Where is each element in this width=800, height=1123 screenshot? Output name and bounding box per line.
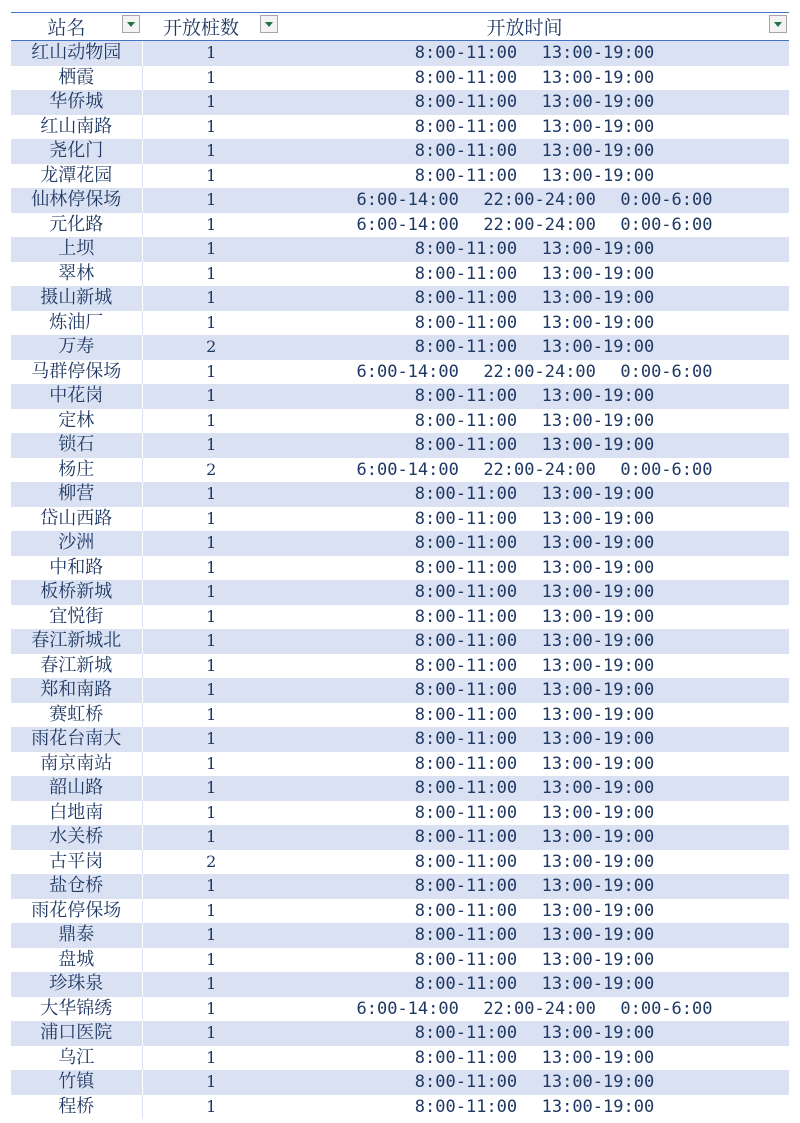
open-hours-text: 8:00-11:00 13:00-19:00 xyxy=(414,704,655,725)
table-row[interactable] xyxy=(11,801,789,826)
open-hours-cell[interactable] xyxy=(280,776,789,801)
table-row[interactable] xyxy=(11,997,789,1022)
open-hours-text: 8:00-11:00 13:00-19:00 xyxy=(414,508,655,529)
station-name-cell[interactable]: 盐仓桥 xyxy=(11,874,142,899)
station-name-cell[interactable]: 万寿 xyxy=(11,335,142,360)
open-hours-cell[interactable] xyxy=(280,482,789,507)
station-name-cell[interactable]: 炼油厂 xyxy=(11,311,142,336)
table-row[interactable] xyxy=(11,237,789,262)
open-hours-cell[interactable] xyxy=(280,409,789,434)
station-name-cell[interactable]: 南京南站 xyxy=(11,752,142,777)
table-row[interactable] xyxy=(11,1021,789,1046)
open-pile-count-cell[interactable]: 1 xyxy=(142,923,280,948)
open-hours-text: 8:00-11:00 13:00-19:00 xyxy=(414,1072,655,1093)
open-pile-count-cell[interactable]: 1 xyxy=(142,605,280,630)
open-hours-cell[interactable] xyxy=(280,899,789,924)
open-pile-count-cell[interactable]: 1 xyxy=(142,507,280,532)
open-hours-text: 8:00-11:00 13:00-19:00 xyxy=(414,92,655,113)
table-row[interactable] xyxy=(11,850,789,875)
open-pile-count-cell[interactable]: 2 xyxy=(142,458,280,483)
table-row[interactable] xyxy=(11,482,789,507)
table-row[interactable] xyxy=(11,752,789,777)
open-hours-text: 8:00-11:00 13:00-19:00 xyxy=(414,1096,655,1117)
open-hours-text: 8:00-11:00 13:00-19:00 xyxy=(414,655,655,676)
open-hours-cell[interactable] xyxy=(280,874,789,899)
table-row[interactable] xyxy=(11,948,789,973)
station-name-cell[interactable]: 红山动物园 xyxy=(11,41,142,66)
station-name-cell[interactable]: 定林 xyxy=(11,409,142,434)
column-header-count-label: 开放桩数 xyxy=(162,17,239,39)
station-name-cell[interactable]: 水关桥 xyxy=(11,825,142,850)
station-name-cell[interactable]: 大华锦绣 xyxy=(11,997,142,1022)
open-hours-cell[interactable] xyxy=(280,115,789,140)
open-pile-count-cell[interactable]: 1 xyxy=(142,360,280,385)
open-hours-cell[interactable] xyxy=(280,188,789,213)
table-row[interactable] xyxy=(11,213,789,238)
open-pile-count-cell[interactable]: 1 xyxy=(142,41,280,66)
open-pile-count-cell[interactable]: 1 xyxy=(142,776,280,801)
open-hours-cell[interactable] xyxy=(280,556,789,581)
open-pile-count-cell[interactable]: 1 xyxy=(142,311,280,336)
station-name-cell[interactable]: 春江新城 xyxy=(11,654,142,679)
open-hours-text: 8:00-11:00 13:00-19:00 xyxy=(414,582,655,603)
open-hours-text: 8:00-11:00 13:00-19:00 xyxy=(414,680,655,701)
open-pile-count-cell[interactable]: 1 xyxy=(142,580,280,605)
station-name-cell[interactable]: 古平岗 xyxy=(11,850,142,875)
open-hours-cell[interactable] xyxy=(280,703,789,728)
table-row[interactable] xyxy=(11,776,789,801)
table-row[interactable] xyxy=(11,384,789,409)
open-hours-text: 8:00-11:00 13:00-19:00 xyxy=(414,1047,655,1068)
open-pile-count-cell[interactable]: 1 xyxy=(142,188,280,213)
station-name-cell[interactable]: 赛虹桥 xyxy=(11,703,142,728)
open-hours-text: 8:00-11:00 13:00-19:00 xyxy=(414,312,655,333)
open-hours-cell[interactable] xyxy=(280,213,789,238)
station-name-cell[interactable]: 宜悦街 xyxy=(11,605,142,630)
open-hours-text: 8:00-11:00 13:00-19:00 xyxy=(414,386,655,407)
open-hours-text: 8:00-11:00 13:00-19:00 xyxy=(414,949,655,970)
table-row[interactable] xyxy=(11,654,789,679)
table-row[interactable] xyxy=(11,531,789,556)
open-hours-cell[interactable] xyxy=(280,948,789,973)
open-hours-text: 8:00-11:00 13:00-19:00 xyxy=(414,116,655,137)
open-hours-cell[interactable] xyxy=(280,507,789,532)
table-row[interactable] xyxy=(11,972,789,997)
open-hours-text: 8:00-11:00 13:00-19:00 xyxy=(414,974,655,995)
station-name-cell[interactable]: 岱山西路 xyxy=(11,507,142,532)
open-hours-text: 6:00-14:00 22:00-24:00 0:00-6:00 xyxy=(356,214,713,235)
table-row[interactable] xyxy=(11,556,789,581)
station-name-cell[interactable]: 华侨城 xyxy=(11,90,142,115)
open-hours-cell[interactable] xyxy=(280,262,789,287)
open-hours-cell[interactable] xyxy=(280,678,789,703)
open-pile-count-cell[interactable]: 1 xyxy=(142,139,280,164)
open-hours-cell[interactable] xyxy=(280,752,789,777)
table-row[interactable] xyxy=(11,703,789,728)
open-pile-count-cell[interactable]: 1 xyxy=(142,164,280,189)
station-name-cell[interactable]: 盘城 xyxy=(11,948,142,973)
table-row[interactable] xyxy=(11,409,789,434)
station-name-cell[interactable]: 锁石 xyxy=(11,433,142,458)
station-name-cell[interactable]: 白地南 xyxy=(11,801,142,826)
open-hours-text: 8:00-11:00 13:00-19:00 xyxy=(414,67,655,88)
open-pile-count-cell[interactable]: 1 xyxy=(142,899,280,924)
open-hours-text: 8:00-11:00 13:00-19:00 xyxy=(414,484,655,505)
open-hours-text: 8:00-11:00 13:00-19:00 xyxy=(414,631,655,652)
table-row[interactable] xyxy=(11,188,789,213)
open-hours-text: 8:00-11:00 13:00-19:00 xyxy=(414,263,655,284)
open-hours-cell[interactable] xyxy=(280,458,789,483)
open-hours-cell[interactable] xyxy=(280,164,789,189)
open-pile-count-cell[interactable]: 1 xyxy=(142,213,280,238)
open-pile-count-cell[interactable]: 1 xyxy=(142,262,280,287)
open-pile-count-cell[interactable]: 1 xyxy=(142,409,280,434)
station-name-cell[interactable]: 竹镇 xyxy=(11,1070,142,1095)
table-row[interactable] xyxy=(11,115,789,140)
table-row[interactable] xyxy=(11,41,789,66)
filter-dropdown-icon xyxy=(127,22,135,27)
filter-button-name[interactable] xyxy=(122,15,140,33)
open-hours-text: 8:00-11:00 13:00-19:00 xyxy=(414,43,655,64)
open-hours-cell[interactable] xyxy=(280,41,789,66)
open-hours-text: 8:00-11:00 13:00-19:00 xyxy=(414,729,655,750)
open-hours-cell[interactable] xyxy=(280,629,789,654)
column-header-name xyxy=(11,13,142,41)
open-hours-cell[interactable] xyxy=(280,1021,789,1046)
table-row[interactable] xyxy=(11,874,789,899)
open-hours-cell[interactable] xyxy=(280,605,789,630)
station-name-cell[interactable]: 浦口医院 xyxy=(11,1021,142,1046)
station-name-cell[interactable]: 雨花停保场 xyxy=(11,899,142,924)
column-header-count xyxy=(142,13,280,41)
open-hours-cell[interactable] xyxy=(280,531,789,556)
column-header-name-label: 站名 xyxy=(47,17,86,39)
open-hours-text: 8:00-11:00 13:00-19:00 xyxy=(414,239,655,260)
open-pile-count-cell[interactable]: 1 xyxy=(142,654,280,679)
open-pile-count-cell[interactable]: 1 xyxy=(142,972,280,997)
spreadsheet-table-view xyxy=(11,12,789,1119)
open-hours-cell[interactable] xyxy=(280,286,789,311)
station-name-cell[interactable]: 栖霞 xyxy=(11,66,142,91)
table-row[interactable] xyxy=(11,139,789,164)
open-hours-cell[interactable] xyxy=(280,801,789,826)
table-row[interactable] xyxy=(11,360,789,385)
table-row[interactable] xyxy=(11,580,789,605)
station-name-cell[interactable]: 珍珠泉 xyxy=(11,972,142,997)
table-row[interactable] xyxy=(11,727,789,752)
table-row[interactable] xyxy=(11,164,789,189)
open-hours-cell[interactable] xyxy=(280,923,789,948)
open-hours-text: 6:00-14:00 22:00-24:00 0:00-6:00 xyxy=(356,459,713,480)
open-pile-count-cell[interactable]: 1 xyxy=(142,237,280,262)
open-hours-text: 6:00-14:00 22:00-24:00 0:00-6:00 xyxy=(356,190,713,211)
column-header-time-label: 开放时间 xyxy=(486,17,563,39)
open-hours-cell[interactable] xyxy=(280,433,789,458)
open-pile-count-cell[interactable]: 2 xyxy=(142,850,280,875)
station-name-cell[interactable]: 马群停保场 xyxy=(11,360,142,385)
station-name-cell[interactable]: 中花岗 xyxy=(11,384,142,409)
station-name-cell[interactable]: 翠林 xyxy=(11,262,142,287)
open-hours-text: 8:00-11:00 13:00-19:00 xyxy=(414,802,655,823)
station-name-cell[interactable]: 红山南路 xyxy=(11,115,142,140)
station-name-cell[interactable]: 中和路 xyxy=(11,556,142,581)
station-name-cell[interactable]: 板桥新城 xyxy=(11,580,142,605)
table-row[interactable] xyxy=(11,262,789,287)
open-hours-text: 6:00-14:00 22:00-24:00 0:00-6:00 xyxy=(356,361,713,382)
open-hours-text: 8:00-11:00 13:00-19:00 xyxy=(414,827,655,848)
table-row[interactable] xyxy=(11,825,789,850)
open-pile-count-cell[interactable]: 1 xyxy=(142,1095,280,1120)
open-hours-text: 8:00-11:00 13:00-19:00 xyxy=(414,925,655,946)
open-hours-text: 8:00-11:00 13:00-19:00 xyxy=(414,410,655,431)
table-row[interactable] xyxy=(11,507,789,532)
station-name-cell[interactable]: 尧化门 xyxy=(11,139,142,164)
station-name-cell[interactable]: 柳营 xyxy=(11,482,142,507)
open-hours-text: 8:00-11:00 13:00-19:00 xyxy=(414,606,655,627)
open-hours-cell[interactable] xyxy=(280,997,789,1022)
station-name-cell[interactable]: 韶山路 xyxy=(11,776,142,801)
open-hours-text: 8:00-11:00 13:00-19:00 xyxy=(414,435,655,456)
filter-dropdown-icon xyxy=(265,22,273,27)
open-hours-cell[interactable] xyxy=(280,90,789,115)
open-pile-count-cell[interactable]: 1 xyxy=(142,825,280,850)
header-row xyxy=(11,13,789,41)
open-pile-count-cell[interactable]: 2 xyxy=(142,335,280,360)
station-name-cell[interactable]: 乌江 xyxy=(11,1046,142,1071)
open-pile-count-cell[interactable]: 1 xyxy=(142,66,280,91)
open-hours-text: 8:00-11:00 13:00-19:00 xyxy=(414,288,655,309)
table-row[interactable] xyxy=(11,90,789,115)
open-hours-text: 6:00-14:00 22:00-24:00 0:00-6:00 xyxy=(356,998,713,1019)
table-row[interactable] xyxy=(11,1070,789,1095)
open-hours-text: 8:00-11:00 13:00-19:00 xyxy=(414,337,655,358)
table-row[interactable] xyxy=(11,1095,789,1120)
table-row[interactable] xyxy=(11,286,789,311)
open-hours-text: 8:00-11:00 13:00-19:00 xyxy=(414,141,655,162)
charging-stations-table xyxy=(11,12,789,1119)
table-row[interactable] xyxy=(11,605,789,630)
open-hours-cell[interactable] xyxy=(280,850,789,875)
station-name-cell[interactable]: 摄山新城 xyxy=(11,286,142,311)
station-name-cell[interactable]: 杨庄 xyxy=(11,458,142,483)
station-name-cell[interactable]: 郑和南路 xyxy=(11,678,142,703)
open-hours-text: 8:00-11:00 13:00-19:00 xyxy=(414,533,655,554)
table-row[interactable] xyxy=(11,311,789,336)
open-hours-cell[interactable] xyxy=(280,825,789,850)
open-hours-text: 8:00-11:00 13:00-19:00 xyxy=(414,557,655,578)
table-row[interactable] xyxy=(11,629,789,654)
open-hours-cell[interactable] xyxy=(280,1095,789,1120)
station-name-cell[interactable]: 上坝 xyxy=(11,237,142,262)
table-row[interactable] xyxy=(11,899,789,924)
column-header-time xyxy=(280,13,789,41)
open-hours-cell[interactable] xyxy=(280,139,789,164)
open-pile-count-cell[interactable]: 1 xyxy=(142,727,280,752)
station-name-cell[interactable]: 程桥 xyxy=(11,1095,142,1120)
table-row[interactable] xyxy=(11,458,789,483)
open-hours-cell[interactable] xyxy=(280,66,789,91)
open-hours-cell[interactable] xyxy=(280,972,789,997)
station-name-cell[interactable]: 仙林停保场 xyxy=(11,188,142,213)
open-pile-count-cell[interactable]: 1 xyxy=(142,1070,280,1095)
station-name-cell[interactable]: 雨花台南大 xyxy=(11,727,142,752)
open-pile-count-cell[interactable]: 1 xyxy=(142,482,280,507)
table-row[interactable] xyxy=(11,678,789,703)
open-hours-text: 8:00-11:00 13:00-19:00 xyxy=(414,900,655,921)
open-hours-text: 8:00-11:00 13:00-19:00 xyxy=(414,876,655,897)
table-body xyxy=(11,41,789,1120)
table-row[interactable] xyxy=(11,66,789,91)
filter-button-count[interactable] xyxy=(260,15,278,33)
open-pile-count-cell[interactable]: 1 xyxy=(142,286,280,311)
open-pile-count-cell[interactable]: 1 xyxy=(142,752,280,777)
open-hours-text: 8:00-11:00 13:00-19:00 xyxy=(414,753,655,774)
open-hours-cell[interactable] xyxy=(280,311,789,336)
table-row[interactable] xyxy=(11,433,789,458)
open-pile-count-cell[interactable]: 1 xyxy=(142,90,280,115)
open-hours-cell[interactable] xyxy=(280,1070,789,1095)
open-pile-count-cell[interactable]: 1 xyxy=(142,556,280,581)
filter-button-time[interactable] xyxy=(769,15,787,33)
open-hours-text: 8:00-11:00 13:00-19:00 xyxy=(414,851,655,872)
open-pile-count-cell[interactable]: 1 xyxy=(142,678,280,703)
open-hours-text: 8:00-11:00 13:00-19:00 xyxy=(414,778,655,799)
station-name-cell[interactable]: 春江新城北 xyxy=(11,629,142,654)
open-hours-cell[interactable] xyxy=(280,727,789,752)
station-name-cell[interactable]: 沙洲 xyxy=(11,531,142,556)
table-row[interactable] xyxy=(11,923,789,948)
open-pile-count-cell[interactable]: 1 xyxy=(142,874,280,899)
open-hours-cell[interactable] xyxy=(280,335,789,360)
open-pile-count-cell[interactable]: 1 xyxy=(142,801,280,826)
open-pile-count-cell[interactable]: 1 xyxy=(142,948,280,973)
open-hours-text: 8:00-11:00 13:00-19:00 xyxy=(414,165,655,186)
open-pile-count-cell[interactable]: 1 xyxy=(142,1046,280,1071)
open-pile-count-cell[interactable]: 1 xyxy=(142,997,280,1022)
open-pile-count-cell[interactable]: 1 xyxy=(142,115,280,140)
filter-dropdown-icon xyxy=(774,22,782,27)
open-pile-count-cell[interactable]: 1 xyxy=(142,384,280,409)
open-pile-count-cell[interactable]: 1 xyxy=(142,433,280,458)
open-hours-cell[interactable] xyxy=(280,580,789,605)
table-row[interactable] xyxy=(11,1046,789,1071)
open-hours-cell[interactable] xyxy=(280,654,789,679)
open-hours-cell[interactable] xyxy=(280,360,789,385)
station-name-cell[interactable]: 元化路 xyxy=(11,213,142,238)
open-hours-text: 8:00-11:00 13:00-19:00 xyxy=(414,1023,655,1044)
open-hours-cell[interactable] xyxy=(280,237,789,262)
open-pile-count-cell[interactable]: 1 xyxy=(142,629,280,654)
station-name-cell[interactable]: 鼎泰 xyxy=(11,923,142,948)
open-pile-count-cell[interactable]: 1 xyxy=(142,703,280,728)
station-name-cell[interactable]: 龙潭花园 xyxy=(11,164,142,189)
open-pile-count-cell[interactable]: 1 xyxy=(142,1021,280,1046)
open-hours-cell[interactable] xyxy=(280,1046,789,1071)
table-row[interactable] xyxy=(11,335,789,360)
open-pile-count-cell[interactable]: 1 xyxy=(142,531,280,556)
open-hours-cell[interactable] xyxy=(280,384,789,409)
